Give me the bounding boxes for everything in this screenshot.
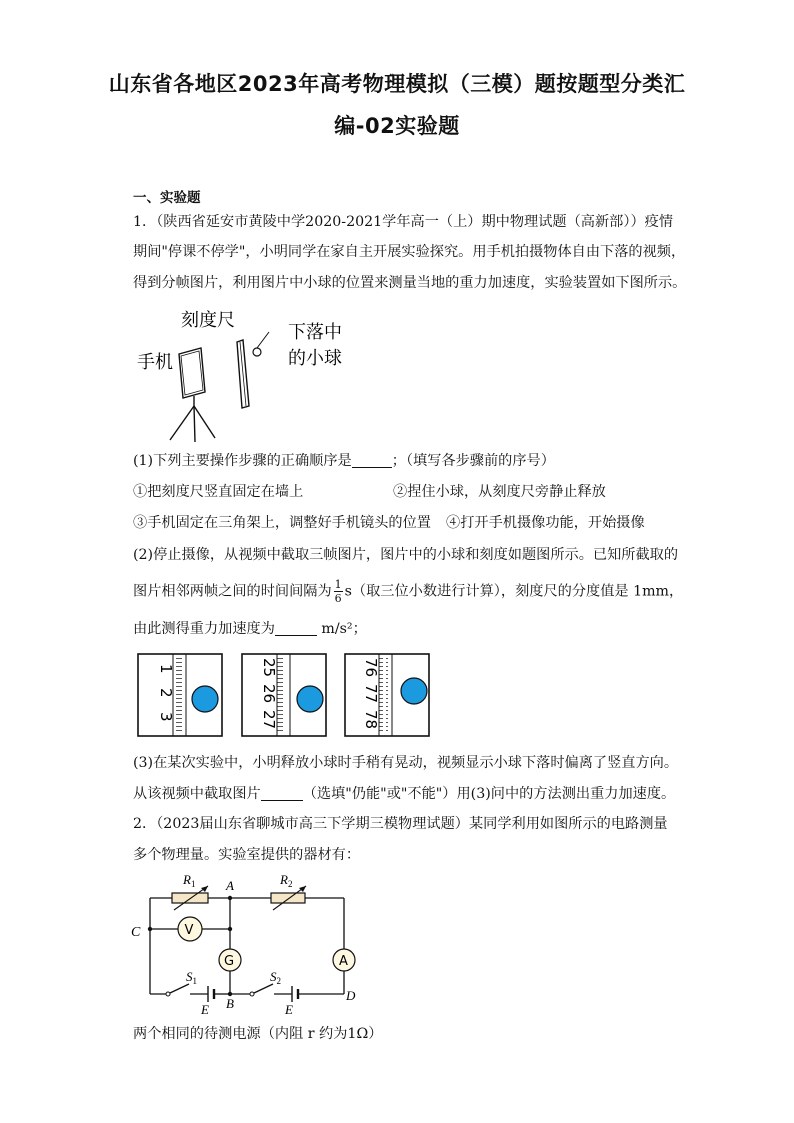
ruler-icon [237, 340, 249, 408]
e1-label: E [201, 1002, 209, 1017]
q1-part1-text-b: ；（填写各步骤前的序号） [391, 452, 555, 469]
setup-figure [133, 302, 363, 444]
q1-part2-line3-text-b: m/s²； [321, 620, 367, 637]
frame-2-tick-2: 26 [260, 684, 278, 704]
r2-subscript: 2 [287, 879, 293, 889]
r1-subscript: 1 [190, 879, 196, 889]
time-interval-fraction [334, 578, 343, 605]
q1-part2-line3 [133, 621, 367, 636]
q2-stem-line1: 2．（2023届山东省聊城市高三下学期三模物理试题）某同学利用如图所示的电路测量 [133, 816, 668, 832]
rheostat-r2-icon [271, 886, 306, 910]
node-junction-dot [228, 927, 232, 931]
frame-3 [345, 654, 429, 736]
ball-icon [253, 348, 261, 356]
r2-label: R [280, 872, 288, 887]
voltmeter-symbol: V [184, 923, 194, 938]
frame-2-tick-1: 25 [260, 658, 278, 678]
fraction-denominator: 6 [334, 592, 342, 605]
answer-blank-1[interactable] [352, 453, 392, 468]
switch-s1-contact [166, 992, 170, 996]
ball-label-line1: 下落中 [288, 322, 342, 343]
frame-3-tick-1: 76 [362, 658, 380, 678]
galvanometer-symbol: G [224, 954, 235, 969]
frame-1-tick-1: 1 [157, 664, 175, 674]
rheostat-r1-icon [172, 886, 208, 910]
document-title-line2: 编-02实验题 [334, 114, 460, 138]
svg-text:S1 [186, 969, 197, 986]
q2-stem-line2: 多个物理量。实验室提供的器材有： [133, 847, 361, 863]
phone-label: 手机 [137, 352, 173, 373]
answer-blank-2[interactable] [275, 621, 317, 636]
q1-part2-line2-text-a: 图片相邻两帧之间的时间间隔为 [133, 583, 332, 600]
q1-stem-line2: 期间"停课不停学"，小明同学在家自主开展实验探究。用手机拍摄物体自由下落的视频， [133, 244, 686, 260]
q1-part1-text-a: (1)下列主要操作步骤的正确顺序是 [133, 452, 352, 469]
s2-label: S [270, 969, 277, 984]
step-2: ②捏住小球，从刻度尺旁静止释放 [393, 484, 606, 500]
node-a-label: A [226, 878, 234, 893]
q1-part2-line3-text-a: 由此测得重力加速度为 [133, 620, 275, 637]
fraction-numerator: 1 [334, 578, 342, 591]
step-1: ①把刻度尺竖直固定在墙上 [133, 484, 304, 500]
node-b-label: B [226, 996, 234, 1011]
q1-part3-line2-text-b: （选填"仍能"或"不能"）用(3)问中的方法测出重力加速度。 [302, 785, 676, 802]
node-c-label: C [131, 925, 141, 940]
frame-2 [242, 654, 326, 736]
ball-pointer [257, 332, 269, 348]
svg-text:S2 [270, 969, 281, 986]
frame-1 [138, 654, 222, 736]
s2-subscript: 2 [276, 976, 281, 986]
ball-label-line2: 的小球 [288, 348, 342, 369]
frame-1-tick-2: 2 [157, 688, 175, 698]
q1-part2-line1: (2)停止摄像，从视频中截取三帧图片，图片中的小球和刻度如题图所示。已知所截取的 [133, 547, 679, 563]
q1-part3-line2-text-a: 从该视频中截取图片 [133, 785, 261, 802]
svg-text:R1 [182, 872, 195, 889]
phone-icon [179, 348, 205, 398]
section-heading: 一、实验题 [133, 190, 201, 206]
q1-part3-line1: (3)在某次实验中，小明释放小球时手稍有晃动，视频显示小球下落时偏离了竖直方向。 [133, 755, 679, 771]
frame-2-tick-3: 27 [260, 710, 278, 730]
ruler-label: 刻度尺 [181, 310, 235, 331]
node-d-label: D [346, 988, 356, 1003]
svg-text:R2 [279, 872, 292, 889]
ammeter-icon [333, 949, 355, 971]
frame-3-tick-2: 77 [362, 684, 380, 704]
q1-part2-line2 [133, 578, 683, 605]
node-a-dot [228, 896, 232, 900]
frame-3-ball [401, 678, 427, 704]
frame-3-tick-3: 78 [362, 710, 380, 730]
frames-figure [133, 650, 443, 742]
q1-stem-line3: 得到分帧图片，利用图片中小球的位置来测量当地的重力加速度，实验装置如下图所示。 [133, 275, 687, 291]
r1-label: R [183, 872, 191, 887]
q2-stem-line3: 两个相同的待测电源（内阻 r 约为1Ω） [133, 1026, 383, 1042]
circuit-diagram [128, 866, 368, 1018]
s1-label: S [186, 969, 193, 984]
document-title-line1: 山东省各地区2023年高考物理模拟（三模）题按题型分类汇 [108, 72, 686, 96]
ammeter-symbol: A [339, 954, 348, 969]
frames-diagram [133, 650, 443, 742]
frame-1-tick-3: 3 [157, 712, 175, 722]
galvanometer-icon [219, 949, 241, 971]
q1-part1 [133, 453, 555, 468]
q1-stem-line1: 1．（陕西省延安市黄陵中学2020-2021学年高一（上）期中物理试题（高新部））疫情 [133, 214, 674, 230]
battery-e1-icon [208, 986, 214, 1002]
tripod-icon [170, 396, 215, 442]
q1-part2-line2-text-b: s（取三位小数进行计算），刻度尺的分度值是 1mm， [344, 583, 684, 600]
frame-2-ball [297, 686, 323, 712]
battery-e2-icon [292, 986, 298, 1002]
s1-subscript: 1 [192, 976, 197, 986]
q1-part3-line2 [133, 786, 675, 801]
e2-label: E [285, 1002, 293, 1017]
voltmeter-icon [178, 917, 202, 941]
step-3: ③手机固定在三角架上，调整好手机镜头的位置 [133, 515, 431, 531]
frame-1-ball [192, 686, 218, 712]
node-c-dot [148, 927, 152, 931]
step-4: ④打开手机摄像功能，开始摄像 [446, 515, 645, 531]
answer-blank-3[interactable] [261, 786, 303, 801]
setup-diagram [133, 302, 363, 444]
circuit-figure [128, 866, 368, 1018]
switch-s2-contact [250, 992, 254, 996]
